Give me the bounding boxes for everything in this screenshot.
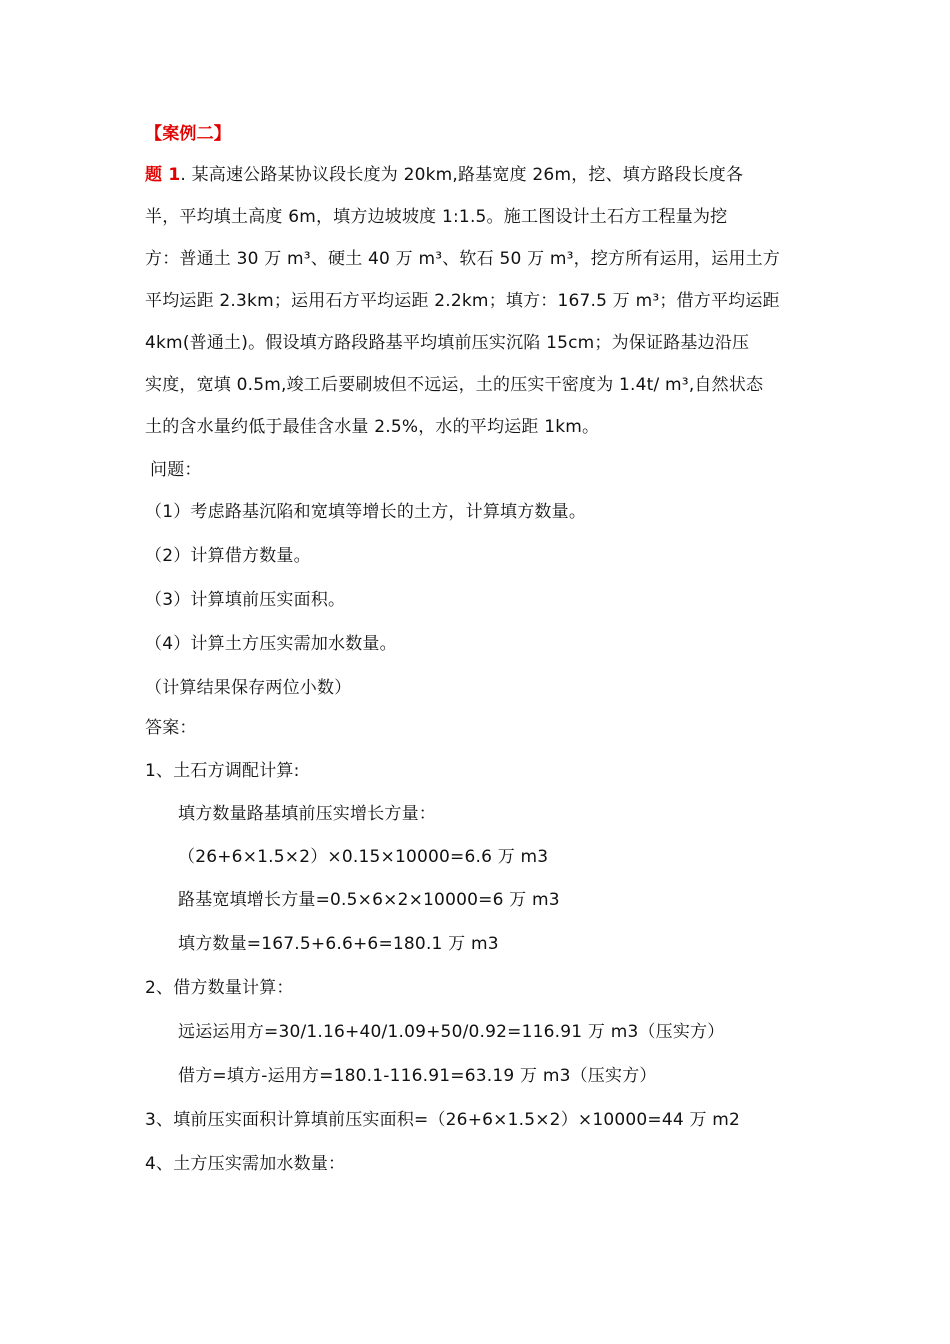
answer-2-line-2: 借方=填方-运用方=180.1-116.91=63.19 万 m3（压实方） [178,1066,657,1086]
answer-2-line-1: 远运运用方=30/1.16+40/1.09+50/0.92=116.91 万 m3（压实方） [178,1022,725,1042]
answer-4-title: 4、土方压实需加水数量： [145,1154,346,1174]
question-item-4: （4）计算土方压实需加水数量。 [145,634,397,654]
answer-1-title: 1、土石方调配计算: [145,761,300,781]
question-item-1: （1）考虑路基沉陷和宽填等增长的土方，计算填方数量。 [145,502,587,522]
question-line-3: 方：普通土 30 万 m³、硬土 40 万 m³、软石 50 万 m³，挖方所有运用，运用土方 [145,249,781,269]
question-line-1 [145,163,743,187]
answer-1-line-1: 填方数量路基填前压实增长方量： [178,804,436,824]
answer-2-title: 2、借方数量计算： [145,978,294,998]
calculation-note: （计算结果保存两位小数） [145,678,352,698]
case-title: 【案例二】 [145,124,231,144]
answer-3-title: 3、填前压实面积计算填前压实面积=（26+6×1.5×2）×10000=44 万 m2 [145,1110,741,1130]
question-line-4: 平均运距 2.3km；运用石方平均运距 2.2km；填方：167.5 万 m³；借方平均运距 [145,291,780,311]
answer-1-line-3: 路基宽填增长方量=0.5×6×2×10000=6 万 m3 [178,890,560,910]
question-line-7: 土的含水量约低于最佳含水量 2.5%，水的平均运距 1km。 [145,417,600,437]
question-label: 题 1 [145,165,181,185]
answer-1-line-4: 填方数量=167.5+6.6+6=180.1 万 m3 [178,934,499,954]
question-item-3: （3）计算填前压实面积。 [145,590,346,610]
question-line-6: 实度，宽填 0.5m,竣工后要刷坡但不远运，土的压实干密度为 1.4t/ m³,自然状态 [145,375,764,395]
answer-heading: 答案： [145,718,197,738]
answer-1-line-2: （26+6×1.5×2）×0.15×10000=6.6 万 m3 [178,847,549,867]
question-line-5: 4km(普通土)。假设填方路段路基平均填前压实沉陷 15cm；为保证路基边沿压 [145,333,750,353]
question-text-1: . 某高速公路某协议段长度为 20km,路基宽度 26m，挖、填方路段长度各 [180,165,744,185]
questions-heading: 问题： [150,460,202,480]
question-line-2: 半，平均填土高度 6m，填方边坡坡度 1:1.5。施工图设计土石方工程量为挖 [145,207,728,227]
question-item-2: （2）计算借方数量。 [145,546,311,566]
